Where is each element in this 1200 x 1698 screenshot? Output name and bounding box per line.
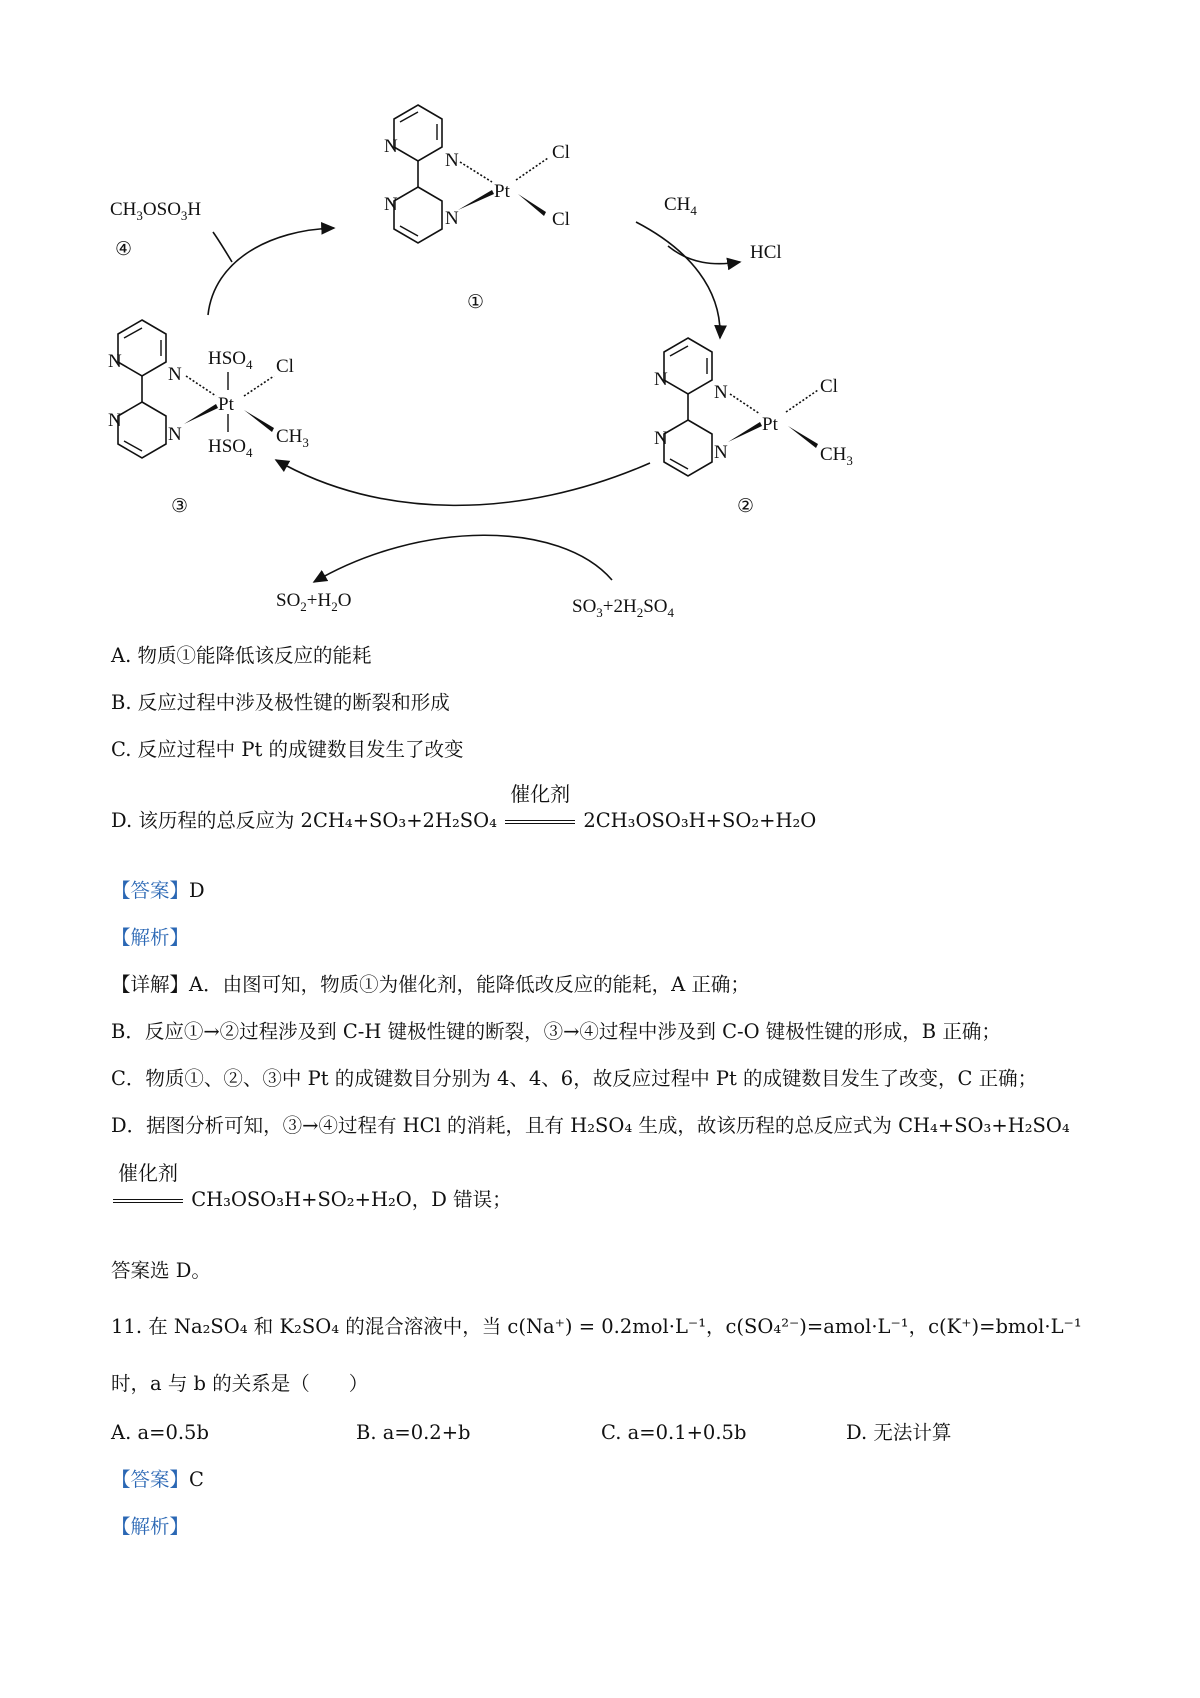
n-label: N: [714, 382, 728, 403]
hso4-label: $HSO_4$: [208, 436, 253, 460]
n-label: N: [168, 424, 182, 445]
answer-tag: 【答案】: [111, 1468, 190, 1491]
pt-label: Pt: [494, 181, 510, 202]
pt-label: Pt: [218, 394, 234, 415]
arrow-so3: [314, 535, 612, 582]
ch3-label: $CH_3$: [820, 444, 853, 468]
cl-label: Cl: [552, 209, 570, 230]
option-d-prefix: D. 该历程的总反应为: [111, 809, 295, 832]
label-2: ②: [737, 496, 755, 517]
cl-label: Cl: [820, 376, 838, 397]
catalyst-label: 催化剂: [510, 782, 571, 806]
n-label: N: [384, 194, 398, 215]
pt-label: Pt: [762, 414, 778, 435]
n-label: N: [654, 428, 668, 449]
option-d-rhs: 2CH₃OSO₃H+SO₂+H₂O: [583, 809, 817, 832]
hcl-label: HCl: [750, 242, 782, 263]
catalytic-cycle-diagram: [0, 0, 1200, 640]
complex-2: [654, 338, 853, 517]
arrow-hcl: [668, 246, 740, 264]
catalyst-label: 催化剂: [118, 1161, 178, 1185]
answer-tag: 【答案】: [111, 879, 190, 902]
option-a: A. a=0.5b: [111, 1421, 209, 1444]
option-b: B. 反应过程中涉及极性键的断裂和形成: [111, 691, 450, 714]
catalyst-arrow: [503, 782, 577, 834]
detail-d-line2-text: CH₃OSO₃H+SO₂+H₂O，D 错误；: [191, 1188, 512, 1211]
complex-1: [384, 105, 570, 313]
answer-value: C: [189, 1468, 204, 1491]
label-4: ④: [115, 239, 133, 260]
n-label: N: [108, 351, 122, 372]
n-label: N: [168, 364, 182, 385]
cl-label: Cl: [276, 356, 294, 377]
arrow-3-to-1: [208, 228, 334, 315]
n-label: N: [654, 369, 668, 390]
analysis-10: [111, 925, 189, 951]
hso4-label: $HSO_4$: [208, 348, 253, 372]
detail-d-line1: D．据图分析可知，③→④过程有 HCl 的消耗，且有 H₂SO₄ 生成，故该历程的总反应式为 CH₄+SO₃+H₂SO₄: [111, 1114, 1070, 1137]
n-label: N: [108, 410, 122, 431]
option-c: C. a=0.1+0.5b: [601, 1421, 747, 1444]
n-label: N: [714, 442, 728, 463]
detail-a-text: A．由图可知，物质①为催化剂，能降低改反应的能耗，A 正确；: [189, 973, 750, 996]
n-label: N: [445, 208, 459, 229]
option-c: C. 反应过程中 Pt 的成键数目发生了改变: [111, 738, 464, 761]
option-b: B. a=0.2+b: [356, 1421, 471, 1444]
answer-11: [111, 1467, 204, 1493]
detail-c: C．物质①、②、③中 Pt 的成键数目分别为 4、4、6，故反应过程中 Pt 的成键数目发生了改变，C 正确；: [111, 1067, 1038, 1090]
answer-value: D: [189, 879, 205, 902]
question-11-stem-2: 时，a 与 b 的关系是（ ）: [111, 1372, 369, 1395]
detail-tag: 【详解】: [111, 973, 190, 996]
equals-sign: [505, 820, 575, 824]
question-11-options: [111, 1420, 951, 1446]
equals-sign: [113, 1199, 183, 1203]
conclusion-10: 答案选 D。: [111, 1259, 211, 1282]
analysis-tag: 【解析】: [111, 1515, 190, 1538]
ch4-label: $CH_4$: [664, 194, 697, 218]
analysis-tag: 【解析】: [111, 926, 190, 949]
analysis-11: [111, 1514, 189, 1540]
complex-3: [108, 320, 309, 517]
label-3: ③: [171, 496, 189, 517]
so2-h2o-label: $SO_2+H_2O$: [276, 590, 352, 614]
option-d: [111, 782, 817, 834]
label-1: ①: [467, 292, 485, 313]
detail-b: B．反应①→②过程涉及到 C-H 键极性键的断裂，③→④过程中涉及到 C-O 键极性键的形成，B 正确；: [111, 1020, 1001, 1043]
so3-h2so4-label: $SO_3+2H_2SO_4$: [572, 596, 675, 620]
option-a: A. 物质①能降低该反应的能耗: [111, 644, 372, 667]
cl-label: Cl: [552, 142, 570, 163]
answer-10: [111, 878, 205, 904]
arrow-2-to-3: [276, 460, 650, 505]
product-4-label: $CH_3OSO_3H$: [110, 199, 202, 223]
ch3-label: $CH_3$: [276, 426, 309, 450]
catalyst-arrow: [111, 1161, 185, 1213]
detail-a: [111, 972, 750, 998]
detail-d-line2: [111, 1161, 512, 1213]
n-label: N: [445, 150, 459, 171]
option-d-lhs: 2CH₄+SO₃+2H₂SO₄: [300, 809, 497, 832]
question-11-stem-1: 11. 在 Na₂SO₄ 和 K₂SO₄ 的混合溶液中，当 c(Na⁺) = 0.2mol·L⁻¹，c(SO₄²⁻)=amol·L⁻¹，c(K⁺)=bmol·L⁻¹: [111, 1315, 1082, 1338]
n-label: N: [384, 136, 398, 157]
option-d: D. 无法计算: [846, 1421, 952, 1444]
arrow-1-to-2: [636, 222, 720, 338]
arrow-branch-4: [213, 232, 232, 262]
